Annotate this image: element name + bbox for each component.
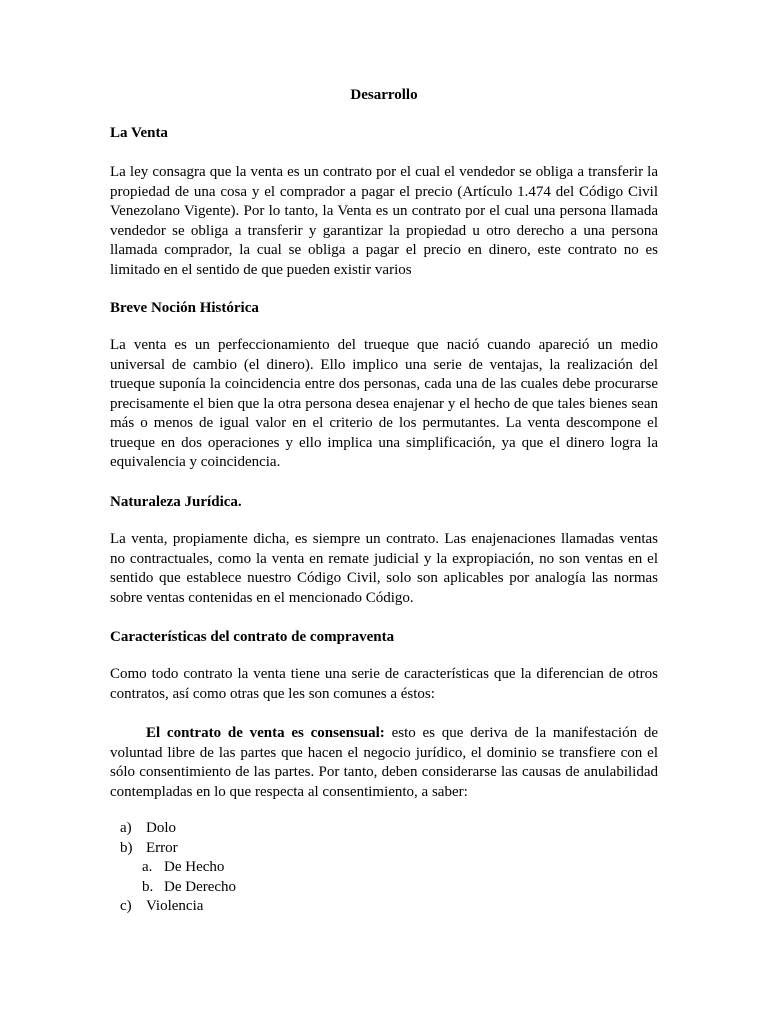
paragraph-nocion-historica: La venta es un perfeccionamiento del trueque que nació cuando apareció un medio universal de cambio (el dinero). Ello implico una serie de ventajas, la realización del trueque suponía la coincidencia entre dos personas, cada una de las cuales debe procurarse precisamente el bien que la otra persona desea enajenar y el hecho de que tales bienes sean más o menos de igual valor en el criterio de los permutantes. La venta descompone el trueque en dos operaciones y ello implica una simplificación, ya que el dinero logra la equivalencia y coincidencia. <box>110 337 658 470</box>
paragraph-caracteristicas: Como todo contrato la venta tiene una serie de características que la diferencian de otros contratos, así como otras que les son comunes a éstos: <box>110 666 658 702</box>
paragraph-naturaleza-juridica: La venta, propiamente dicha, es siempre un contrato. Las enajenaciones llamadas ventas no contractuales, como la venta en remate judicial y la expropiación, no son ventas en el sentido que establece nuestro Código Civil, solo son aplicables por analogía las normas sobre ventas contenidas en el mencionado Código. <box>110 531 658 606</box>
section-heading-nocion-historica: Breve Noción Histórica <box>110 300 259 316</box>
paragraph-consensual <box>110 724 658 802</box>
page-title: Desarrollo <box>350 87 418 103</box>
list-subitem <box>110 878 658 898</box>
list-subitem <box>110 858 658 878</box>
consensual-lead: El contrato de venta es consensual: <box>146 725 385 741</box>
list-item-text: Dolo <box>146 820 176 836</box>
list-item <box>110 897 658 917</box>
consensual-text: esto es que deriva de la manifestación de voluntad libre de las partes que hacen el negocio jurídico, el dominio se transfiere con el sólo consentimiento de las partes. Por tanto, deben considerarse las causas de anulabilidad contempladas en lo que respecta al consentimiento, a saber: <box>110 725 658 800</box>
list-item <box>110 819 658 839</box>
list-marker: a. <box>142 859 153 875</box>
list-item-text: Error <box>146 839 178 856</box>
list-marker: c) <box>120 898 132 914</box>
paragraph-la-venta: La ley consagra que la venta es un contrato por el cual el vendedor se obliga a transferir la propiedad de una cosa y el comprador a pagar el precio (Artículo 1.474 del Código Civil Venezolano Vigente). Por lo tanto, la Venta es un contrato por el cual una persona llamada vendedor se obliga a transferir y garantizar la propiedad u otro derecho a una persona llamada comprador, la cual se obliga a pagar el precio en dinero, este contrato no es limitado en el sentido de que pueden existir varios <box>110 164 658 278</box>
list-marker: b) <box>120 839 133 856</box>
list-item-text: De Hecho <box>164 859 225 875</box>
section-heading-la-venta: La Venta <box>110 125 168 141</box>
list-marker: a) <box>120 820 132 836</box>
anulabilidad-list <box>110 819 658 917</box>
list-marker: b. <box>142 878 154 895</box>
section-heading-naturaleza-juridica: Naturaleza Jurídica. <box>110 494 242 510</box>
list-item-text: Violencia <box>146 898 204 914</box>
list-item <box>110 839 658 859</box>
section-heading-caracteristicas: Características del contrato de compraventa <box>110 629 395 645</box>
list-item-text: De Derecho <box>164 878 237 895</box>
